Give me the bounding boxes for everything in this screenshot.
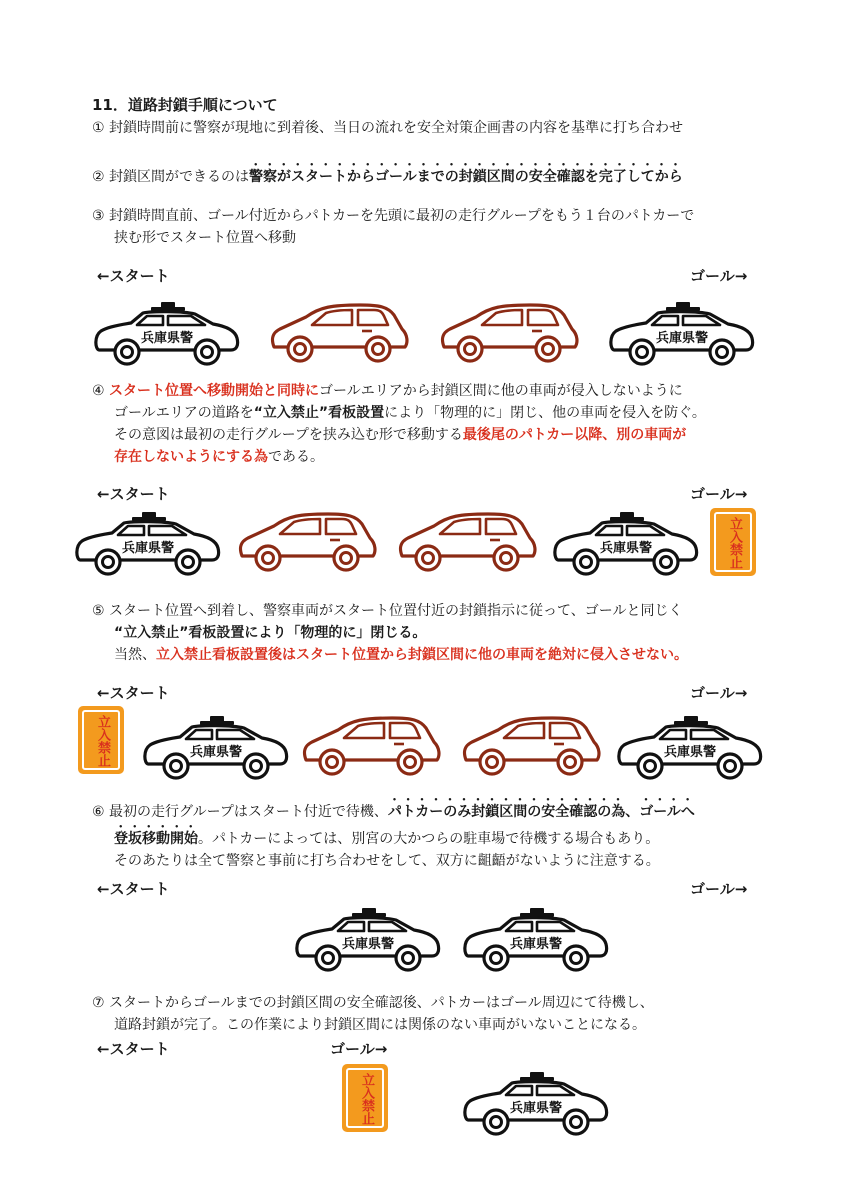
goal-label: ゴール→: [330, 1040, 388, 1058]
step-5: [92, 600, 688, 666]
start-label: ←スタート: [97, 485, 170, 503]
police-car-icon: [91, 300, 241, 366]
red-emphasis: スタート位置へ移動開始と同時に: [109, 383, 320, 399]
step-2: [92, 161, 683, 188]
step-text: ゴールエリアから封鎖区間に他の車両が侵入しないように: [319, 383, 683, 399]
step-number: ①: [92, 120, 105, 136]
police-car-icon: [614, 714, 764, 780]
emphasis-text: パトカーのみ封鎖区間の安全確認の為、ゴールへ: [387, 804, 695, 820]
step-text: その意図は最初の走行グループを挟み込む形で移動する: [114, 427, 463, 443]
step-text: により「物理的に」閉じ、他の車両を侵入を防ぐ。: [384, 405, 706, 421]
police-car-label: 兵庫県警: [599, 541, 653, 556]
police-car-label: 兵庫県警: [140, 331, 194, 346]
goal-label: ゴール→: [690, 684, 748, 702]
police-car-icon: [550, 510, 700, 576]
no-entry-sign-label: 立入禁止: [359, 1073, 374, 1125]
start-label: ←スタート: [97, 1040, 170, 1058]
police-car-icon: [606, 300, 756, 366]
no-entry-sign: [710, 508, 756, 576]
bold-emphasis: “立入禁止”看板設置: [253, 405, 385, 421]
goal-label: ゴール→: [690, 267, 748, 285]
goal-label: ゴール→: [690, 485, 748, 503]
step-number: ④: [92, 383, 105, 399]
step-1: [92, 117, 683, 139]
step-text: である。: [268, 449, 324, 465]
police-car-label: 兵庫県警: [655, 331, 709, 346]
step-number: ②: [92, 169, 105, 185]
no-entry-sign: [342, 1064, 388, 1132]
step-number: ③: [92, 208, 105, 224]
hatchback-car-icon: [300, 712, 444, 776]
start-label: ←スタート: [97, 267, 170, 285]
step-text: ゴールエリアの道路を: [114, 405, 254, 421]
red-emphasis: 存在しないようにする為: [114, 449, 268, 465]
step-text: スタート位置へ到着し、警察車両がスタート位置付近の封鎖指示に従って、ゴールと同じく: [109, 603, 683, 619]
step-text: 封鎖区間ができるのは: [109, 169, 250, 185]
section-title: 11．道路封鎖手順について: [92, 96, 278, 114]
step-text: 当然、: [114, 647, 156, 663]
police-car-icon: [292, 906, 442, 972]
hatchback-car-icon: [396, 508, 540, 572]
police-car-icon: [140, 714, 290, 780]
police-car-label: 兵庫県警: [189, 745, 243, 760]
police-car-label: 兵庫県警: [341, 937, 395, 952]
step-text: スタートからゴールまでの封鎖区間の安全確認後、パトカーはゴール周辺にて待機し、: [109, 995, 654, 1011]
step-text: 道路封鎖が完了。この作業により封鎖区間には関係のない車両がいないことになる。: [114, 1017, 646, 1033]
police-car-label: 兵庫県警: [663, 745, 717, 760]
step-text: 最初の走行グループはスタート付近で待機、: [109, 804, 388, 820]
step-7: [92, 992, 654, 1036]
police-car-label: 兵庫県警: [509, 1101, 563, 1116]
hatchback-car-icon: [268, 299, 412, 363]
step-text: 封鎖時間前に警察が現地に到着後、当日の流れを安全対策企画書の内容を基準に打ち合わせ: [109, 120, 684, 136]
step-number: ⑤: [92, 603, 105, 619]
emphasis-text: 警察がスタートからゴールまでの封鎖区間の安全確認を完了してから: [249, 169, 683, 185]
step-number: ⑥: [92, 804, 105, 820]
start-label: ←スタート: [97, 684, 170, 702]
bold-emphasis: “立入禁止”看板設置により「物理的に」閉じる。: [114, 625, 427, 641]
hatchback-car-icon: [438, 299, 582, 363]
step-4: [92, 380, 706, 468]
no-entry-sign: [78, 706, 124, 774]
emphasis-text: 登坂移動開始: [114, 831, 198, 847]
police-car-icon: [460, 906, 610, 972]
start-label: ←スタート: [97, 880, 170, 898]
no-entry-sign-label: 立入禁止: [95, 715, 110, 767]
no-entry-sign-label: 立入禁止: [727, 517, 742, 569]
red-emphasis: 立入禁止看板設置後はスタート位置から封鎖区間に他の車両を絶対に侵入させない。: [156, 647, 688, 663]
goal-label: ゴール→: [690, 880, 748, 898]
red-emphasis: 最後尾のパトカー以降、別の車両が: [462, 427, 687, 443]
step-6: [92, 796, 695, 872]
police-car-icon: [460, 1070, 610, 1136]
step-text: そのあたりは全て警察と事前に打ち合わせをして、双方に齟齬がないように注意する。: [114, 853, 660, 869]
step-3: [92, 205, 694, 249]
police-car-label: 兵庫県警: [509, 937, 563, 952]
police-car-icon: [72, 510, 222, 576]
hatchback-car-icon: [236, 508, 380, 572]
step-text: 挟む形でスタート位置へ移動: [114, 230, 296, 246]
police-car-label: 兵庫県警: [121, 541, 175, 556]
step-number: ⑦: [92, 995, 105, 1011]
hatchback-car-icon: [460, 712, 604, 776]
step-text: 。パトカーによっては、別宮の大かつらの駐車場で待機する場合もあり。: [198, 831, 660, 847]
step-text: 封鎖時間直前、ゴール付近からパトカーを先頭に最初の走行グループをもう１台のパトカーで: [109, 208, 695, 224]
